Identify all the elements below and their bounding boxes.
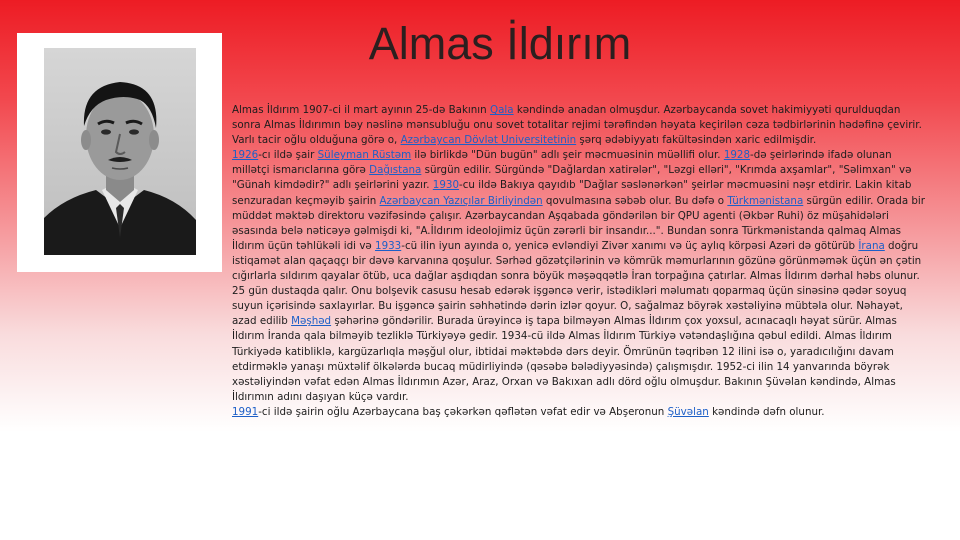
bio-text: sürgün edilir. Orada bir müddət məktəb direktoru vəzifəsində çalışır. Azərbaycandan Aşqabada göndərilən bir QPU agenti (Əkbər Ruhi) öz müşahidələri əsasında belə nəticəyə gəlmişdi ki, "A.İldırım ideolojimiz üçün zərərli bir insandır...". Bundan sonra Türkmənistanda qalmaq Almas İldırım üçün təhlükəli idi və [232, 194, 926, 252]
bio-paragraph [232, 103, 930, 148]
bio-text: ilə birlikdə "Dün bugün" adlı şeir məcmuəsinin müəllifi olur. [411, 149, 724, 162]
bio-link[interactable]: Dağıstana [369, 164, 422, 177]
bio-link[interactable]: Qala [489, 104, 514, 116]
bio-link[interactable]: 1926 [232, 149, 259, 162]
bio-text: kəndində dəfn olunur. [708, 405, 825, 418]
bio-text: -cu ildə Bakıya qayıdıb "Dağlar səslənərkən" şeirlər məcmuəsini nəşr etdirir. Lakin kitab senzuradan keçməyib şairin [232, 179, 912, 207]
bio-paragraph [232, 148, 930, 405]
bio-link[interactable]: İrana [858, 239, 885, 252]
bio-text: kəndində anadan olmuşdur. Azərbaycanda sovet hakimiyyəti qurulduqdan sonra Almas İldırımın bəy nəslinə mənsubluğu onu sovet totalitar rejimi tərəfindən həyata keçirilən cəza tədbirlərinin hədəfinə çevirir. Varlı tacir oğlu olduğuna görə o, [232, 104, 922, 147]
bio-link[interactable]: Məşhəd [291, 315, 332, 328]
bio-paragraph [232, 405, 930, 420]
portrait-image [44, 48, 196, 255]
bio-text: -də şeirlərində ifadə olunan millətçi ismarıclarına görə [232, 149, 892, 177]
bio-link[interactable]: 1933 [375, 239, 402, 252]
portrait-photo [17, 33, 222, 272]
bio-text: şərq ədəbiyyatı fakültəsindən xaric edilmişdir. [576, 134, 817, 147]
bio-link[interactable]: Azərbaycan Dövlət Universitetinin [400, 134, 577, 147]
biography-text [232, 103, 930, 420]
bio-text: qovulmasına səbəb olur. Bu dəfə o [542, 194, 728, 207]
bio-text: -cü ilin iyun ayında o, yenicə evləndiyi Zivər xanımı və üç aylıq körpəsi Azəri də götürüb [401, 239, 859, 252]
bio-link[interactable]: 1928 [723, 149, 751, 162]
bio-link[interactable]: Azərbaycan Yazıçılar Birliyindən [379, 194, 543, 207]
bio-link[interactable]: 1991 [232, 405, 259, 418]
bio-link[interactable]: 1930 [432, 179, 460, 192]
bio-link[interactable]: Türkmənistana [727, 194, 804, 207]
slide-title: Almas İldırım [368, 18, 632, 69]
bio-link[interactable]: Şüvəlan [667, 405, 709, 418]
bio-text: -cı ildə şair [258, 149, 318, 162]
bio-text: şəhərinə göndərilir. Burada ürəyincə iş tapa bilməyən Almas İldırım çox yoxsul, acınacaqlı həyat sürür. Almas İldırım İranda qala bilməyib tezliklə Türkiyəyə gedir. 1934-cü ildə Almas İldırım Türkiyə vətəndaşlığına qəbul edildi. Almas İldırım Türkiyədə katibliklə, kargüzarlıqla məşğul olur, ibtidai məktəbdə dərs deyir. Ömrünün təqribən 12 ilini isə o, yaradıcılığını davam etdirməklə yanaşı müxtəlif ölkələrdə bucaq müdirliyində (qəsəbə bələdiyyəsində) çalışmışdır. 1952-ci ilin 14 yanvarında böyrək xəstəliyindən vəfat edən Almas İldırımın Azər, Araz, Orxan və Bakıxan adlı dörd oğlu olmuşdur. Bakının Şüvəlan kəndində, Almas İldırımın adını daşıyan küçə vardır. [232, 315, 897, 403]
bio-link[interactable]: Süleyman Rüstəm [317, 149, 412, 162]
bio-text: Almas İldırım 1907-ci il mart ayının 25-də Bakının [232, 104, 490, 116]
bio-text: sürgün edilir. Sürgündə "Dağlardan xatirələr", "Ləzgi elləri", "Krımda axşamlar", "Səlimxan" və "Günah kimdədir?" adlı şeirlərini yazır. [232, 164, 912, 192]
bio-text: -ci ildə şairin oğlu Azərbaycana baş çəkərkən qəflətən vəfat edir və Abşeronun [258, 405, 668, 418]
bio-text: doğru istiqamət alan qaçaqçı bir dəvə karvanına qoşulur. Sərhəd gözətçilərinin və kömrük məmurlarının gözünə görünməmək üçün ən çətin cığırlarla sıldırım qayalar ötüb, uca dağlar aşdıqdan sonra böyük məşəqqətlə İran torpağına çatırlar. Almas İldırım dərhal həbs olunur. 25 gün dustaqda qalır. Onu bolşevik casusu hesab edərək işgəncə verir, istədikləri məlumatı qoparmaq üçün sinəsinə qədər soyuq suyun içərisində saxlayırlar. Bu işgəncə şairin səhhətində dərin izlər qoyur. O, sağalmaz böyrək xəstəliyinə mübtəla olur. Nəhayət, azad edilib [232, 239, 922, 328]
